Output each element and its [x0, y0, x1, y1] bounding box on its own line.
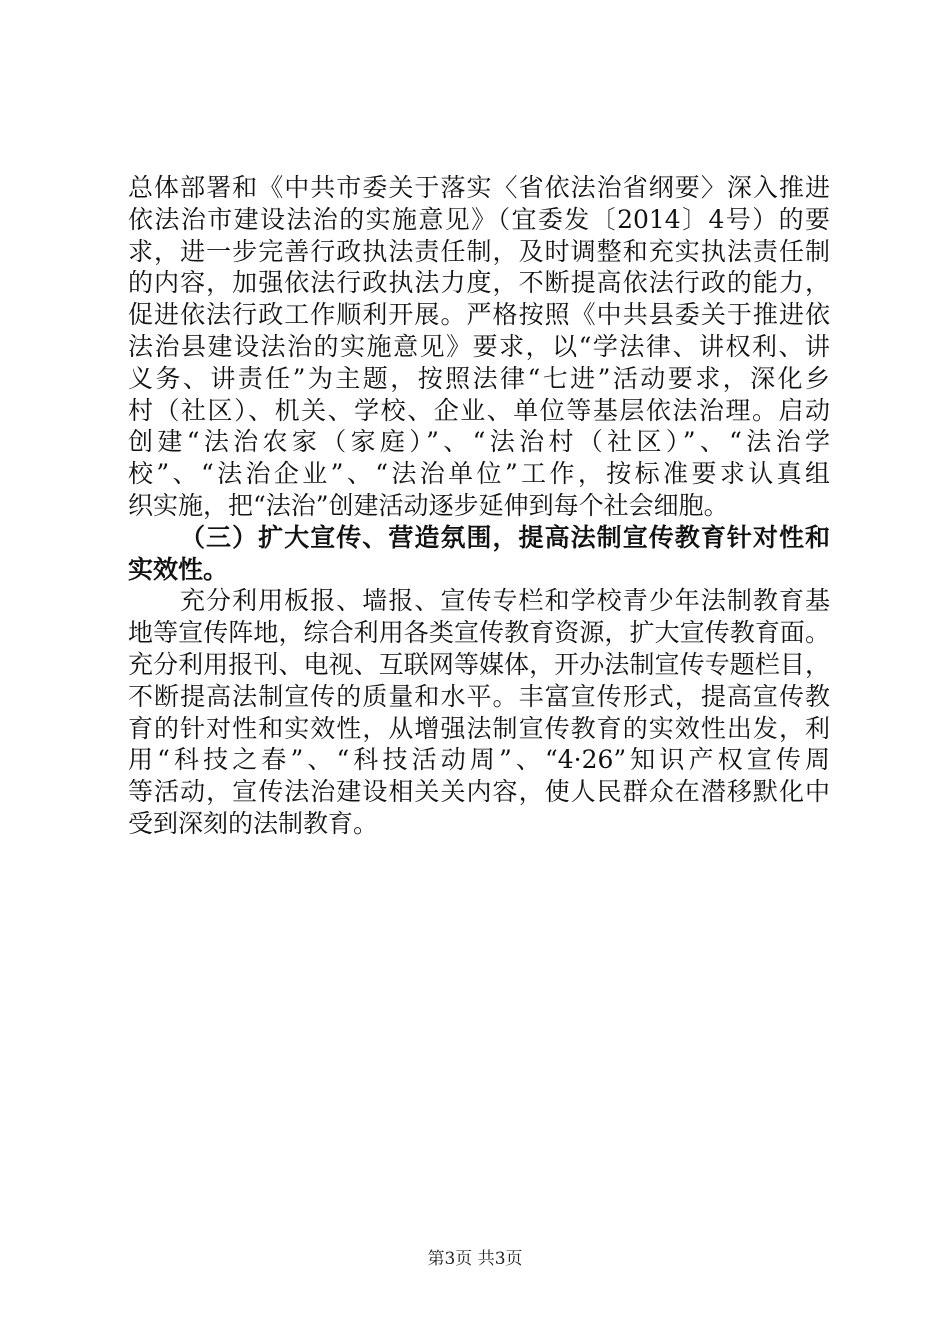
text-line: 总体部署和《中共市委关于落实〈省依法治省纲要〉深入推进	[128, 173, 830, 202]
text-line: 不断提高法制宣传的质量和水平。丰富宣传形式，提高宣传教	[128, 681, 830, 711]
heading-line: （三）扩大宣传、营造氛围，提高法制宣传教育针对性和	[180, 522, 830, 552]
text-line: 充分利用板报、墙报、宣传专栏和学校青少年法制教育基	[180, 586, 830, 616]
text-line: 等活动，宣传法治建设相关关内容，使人民群众在潜移默化中	[128, 777, 830, 807]
text-line: 充分利用报刊、电视、互联网等媒体，开办法制宣传专题栏目，	[128, 649, 830, 679]
text-line: 促进依法行政工作顺利开展。严格按照《中共县委关于推进依	[128, 300, 830, 330]
text-line: 的内容，加强依法行政执法力度，不断提高依法行政的能力，	[128, 268, 830, 298]
text-line: 地等宣传阵地，综合利用各类宣传教育资源，扩大宣传教育面。	[128, 618, 830, 648]
section-heading-3	[128, 522, 830, 586]
page-number-footer: 第3页 共3页	[427, 1249, 523, 1269]
text-line: 校”、“法治企业”、“法治单位”工作，按标准要求认真组	[128, 459, 830, 489]
text-line: 义务、讲责任”为主题，按照法律“七进”活动要求，深化乡	[128, 363, 830, 393]
text-line: 法治县建设法治的实施意见》要求，以“学法律、讲权利、讲	[128, 331, 830, 361]
text-line: 育的针对性和实效性，从增强法制宣传教育的实效性出发，利	[128, 713, 830, 743]
text-line: 用“科技之春”、“科技活动周”、“4·26”知识产权宣传周	[128, 745, 830, 775]
text-line: 求，进一步完善行政执法责任制，及时调整和充实执法责任制	[128, 236, 830, 266]
text-line: 织实施，把“法治”创建活动逐步延伸到每个社会细胞。	[128, 490, 729, 520]
text-line: 依法治市建设法治的实施意见》（宜委发〔2014〕4号）的要	[128, 204, 830, 234]
text-line: 创建“法治农家（家庭）”、“法治村（社区）”、“法治学	[128, 427, 830, 457]
document-body	[128, 172, 830, 840]
text-line: 受到深刻的法制教育。	[128, 808, 379, 838]
paragraph-implementation	[128, 172, 830, 522]
text-line: 村（社区）、机关、学校、企业、单位等基层依法治理。启动	[128, 395, 830, 425]
heading-line: 实效性。	[128, 554, 229, 584]
paragraph-publicity	[128, 585, 830, 839]
